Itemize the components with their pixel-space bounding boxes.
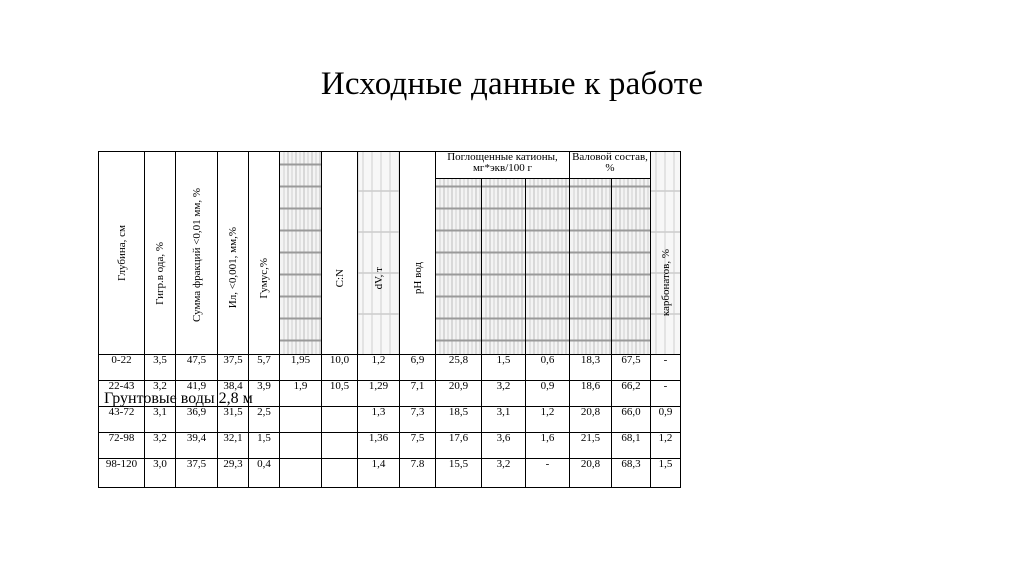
header-scan-cation-1 <box>436 179 482 355</box>
header-scan-gross-2 <box>612 179 651 355</box>
header-scan-cation-3 <box>526 179 570 355</box>
table-row: 22-43 3,2 41,9 38,4 3,9 1,9 10,5 1,29 7,1 20,9 3,2 0,9 18,6 66,2 - <box>99 381 681 407</box>
header-cn: C:N <box>322 152 358 355</box>
header-hygro: Гигр.в ода, % <box>145 152 176 355</box>
header-scan-cation-2 <box>482 179 526 355</box>
table-row: 72-98 3,2 39,4 32,1 1,5 1,36 7,5 17,6 3,6 1,6 21,5 68,1 1,2 <box>99 433 681 459</box>
header-clay: Ил, <0,001, мм,% <box>218 152 249 355</box>
table-row: 98-120 3,0 37,5 29,3 0,4 1,4 7.8 15,5 3,2 - 20,8 68,3 1,5 <box>99 459 681 488</box>
groundwater-note: Грунтовые воды 2,8 м <box>104 390 253 407</box>
slide-title: Исходные данные к работе <box>320 66 704 102</box>
header-absorbed-cations: Поглощенные катионы, мг*экв/100 г <box>436 152 570 179</box>
soil-data-table <box>98 151 681 488</box>
header-ph: pH вод <box>400 152 436 355</box>
header-scan-gross-1 <box>570 179 612 355</box>
header-humus: Гумус,% <box>249 152 280 355</box>
header-dv: dV, т <box>358 152 400 355</box>
header-depth: Глубина, см <box>99 152 145 355</box>
header-gross-composition: Валовой состав, % <box>570 152 651 179</box>
table-row: 0-22 3,5 47,5 37,5 5,7 1,95 10,0 1,2 6,9 25,8 1,5 0,6 18,3 67,5 - <box>99 355 681 381</box>
header-scan-1 <box>280 152 322 355</box>
table-row: 43-72 3,1 36,9 31,5 2,5 1,3 7,3 18,5 3,1 1,2 20,8 66,0 0,9 <box>99 407 681 433</box>
header-fraction: Сумма фракций <0,01 мм, % <box>176 152 218 355</box>
header-carbonates: карбонатов, % <box>651 152 681 355</box>
